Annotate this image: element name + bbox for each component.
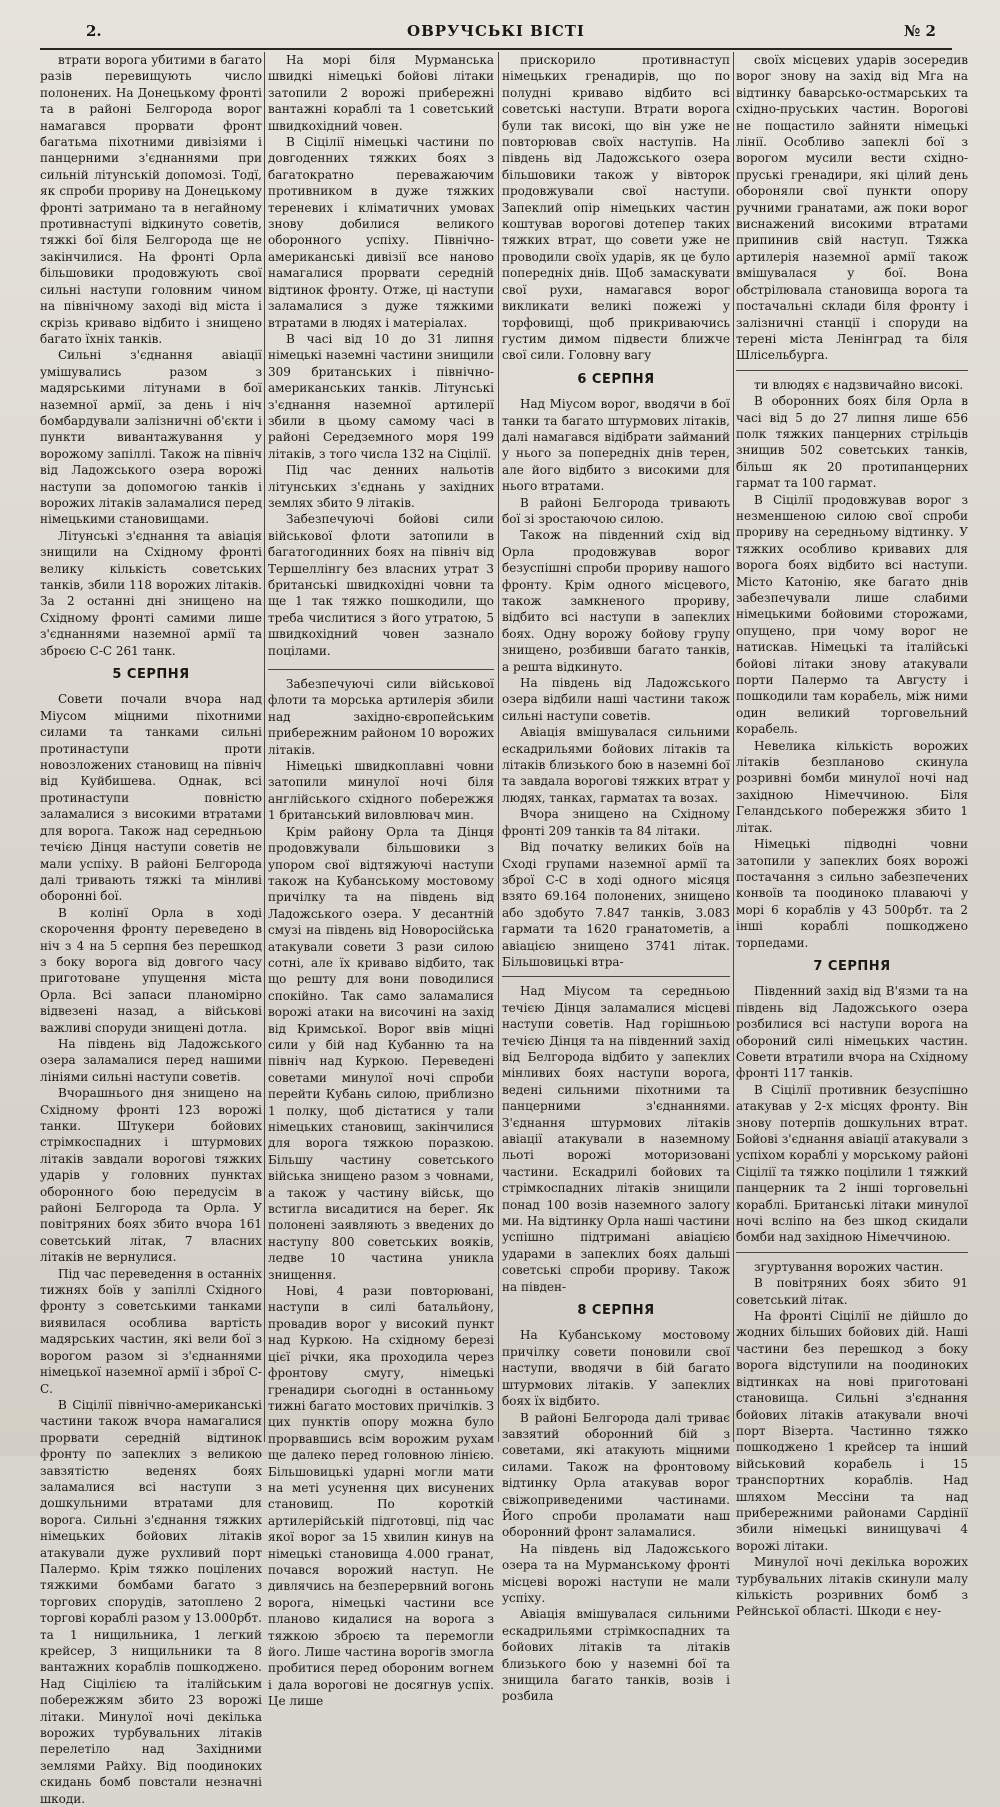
article-paragraph: Над Міусом ворог, вводячи в бої танки та багато штурмових літаків, далі намагався відібрати займаний у нього за попередніх днів терен, але його відбито з високими для нього втратами. [502,397,730,494]
article-paragraph: На південь від Ладожського озера та на Мурманському фронті місцеві ворожі наступи не мали успіху. [502,1541,730,1605]
article-paragraph: Авіація вмішувалася сильними ескадрильями бойових літаків та літаків близького бою в наземні бої та завдала ворогові тяжких втрат у людях, танках, гарматах та возах. [502,725,730,805]
newspaper-title: ОВРУЧСЬКІ ВІСТІ [407,22,585,40]
column-rule [264,52,265,1442]
article-paragraph: згуртування ворожих частин. [754,1259,944,1274]
article-paragraph: Під час переведення в останніх тижнях боїв у запіллі Східного фронту з советськими танками виявилася особлива вартість мадярських частин, які вели бої з ворогом разом зі з'єднаннями німецької наземної армії і зброї С-С. [40,1266,262,1396]
article-paragraph: прискорило противнаступ німецьких гренадирів, що по полудні криваво відбито всі советські наступи. Втрати ворога були так високі, що він уже не повторював своїх наступів. На південь від Ладожського озера більшовики також у вівторок продовжували свої наступи. Запеклий опір німецьких частин коштував ворогові дотепер таких тяжких втрат, що совети уже не проводили своїх ударів, як це було попередніх днів. Щоб замаскувати свої рухи, намагався ворог викликати великі пожежі у торфовищі, щоб прикриваючись густим димом підвести ближче свої сили. Головну вагу [502,53,730,363]
article-paragraph: В повітряних боях збито 91 советський літак. [736,1276,968,1307]
article-paragraph: Нові, 4 рази повторювані, наступи в силі батальйону, провадив ворог у високий пункт над Куркою. На східному березі цієї річки, яка проходила через фронтову смугу, німецькі гренадири сьогодні в останньому тижні багато мостових причілків. З цих пунктів опору можна було прорвавшись всім ворожим рухам ще далеко перед головною лінією. Більшовицькі ударні могли мати на меті усунення цих висунених становищ. По короткій артилерійській підготовці, під час якої ворог за 15 хвилин кинув на німецькі становища 4.000 гранат, почався ворожий наступ. Не дивлячись на безперервний вогонь ворога, німецькі частини все планово кидалися на ворога з тяжкою зброєю та перемогли його. Лише частина ворогів змогла пробитися перед обороним вогнем і дала ворогові не досягнув успіх. Це лише [268,1284,494,1709]
article-paragraph: Під час денних нальотів літунських з'єднань у західних землях збито 9 літаків. [268,463,494,510]
column-rule [733,52,734,1442]
article-paragraph: Вчора знищено на Східному фронті 209 танків та 84 літаки. [502,807,730,838]
article-paragraph: На південь від Ладожського озера заламалися перед нашими лініями сильні наступи советів. [40,1036,262,1084]
article-paragraph: Південний захід від В'язми та на південь від Ладожського озера розбилися всі наступи ворога на обороний силі німецьких частин. Совети втратили вчора на Східному фронті 117 танків. [736,984,968,1081]
section-heading-aug-8: 8 СЕРПНЯ [577,1303,655,1319]
article-paragraph: Крім району Орла та Дінця продовжували більшовики з упором свої відтяжуючі наступи також на Кубанському мостовому причілку та на південь від Ладожського озера. У десантній смузі на південь від Новоросійська атакували совети 3 рази силою сотні, але їх криваво відбито, так що решту для вони поводилися спокійно. Так само заламалися ворожі атаки на височині на захід від Кримської. Ворог ввів міцні сили у бій над Кубанню та на північ над Куркою. Переведені советами минулої ночі спроби перейти Кубань силою, приблизно 1 полку, щоб дістатися у тали німецьких становищ, закінчилися для ворога тяжкою поразкою. Більшу частину советського війська знищено разом з човнами, а також у частину військ, що встигла висадитися на берег. Як полонені заявляють з введених до наступу 800 советських вояків, ледве 10 частина уникла знищення. [268,824,494,1282]
issue-number: № 2 [904,22,936,40]
article-paragraph: Від початку великих боїв на Сході групами наземної армії та зброї С-С в ході одного місяця взято 69.164 полонених, знищено або здобуто 7.847 танків, 3.083 гармати та 1620 гранатометів, а авіацією знищено 3741 літак. Більшовицькі втра- [502,840,730,969]
column-rule [498,52,499,1442]
article-paragraph: На морі біля Мурманська швидкі німецькі бойові літаки затопили 2 ворожі прибережні вантажні кораблі та 1 советський швидкохідний човен. [268,53,494,133]
section-heading-aug-5: 5 СЕРПНЯ [112,667,190,683]
page-number: 2. [86,22,102,40]
masthead [40,20,952,50]
article-paragraph: В Сіцілії північно-американські частини також вчора намагалися прорвати середній відтинок фронту по запеклих з великою завзятістю веденях боях заламалися всі наступи з дошкульними втратами для ворога. Сильні з'єднання тяжких німецьких бойових літаків атакували дуже рухливий порт Палермо. Крім тяжко поцілених тяжкими бомбами багато з торгових спорудів, затоплено 2 торгові кораблі разом у 13.000рбт. та 1 нищильника, 1 легкий крейсер, 3 нищильники та 8 вантажних кораблів пошкоджено. Над Сіцілією та італійським побережжям збито 23 ворожі літаки. Минулої ночі декілька ворожих турбувальних літаків перелетіло над Західними землями Райху. Від поодиноких скидань бомб повстали незначні шкоди. [40,1397,262,1806]
column-2 [268,52,494,1709]
article-paragraph: Минулої ночі декілька ворожих турбувальних літаків скинули малу кількість розривних бомб з Рейнської області. Шкоди є неу- [736,1555,968,1619]
article-paragraph: В районі Белгорода далі триває завзятий оборонний бій з советами, які атакують міцними силами. Також на фронтовому відтинку Орла атакував ворог свіжоприведеними частинами. Його спроби проламати наш оборонний фронт заламалися. [502,1410,730,1540]
divider [736,370,968,371]
article-paragraph: Сильні з'єднання авіації умішувались разом з мадярськими літунами в бої наземної армії, за день і ніч бомбардували залізничні об'єкти і пункти вивантажування у ворожому запіллі. Також на північ від Ладожського озера ворожі наступи за допомогою танків і ворожих літаків заламалися перед німецькими становищами. [40,348,262,527]
divider [736,1252,968,1253]
article-paragraph: Забезпечуючі бойові сили військової флоти затопили в багатогодинних боях на північ від Тершеллінгу без власних утрат 3 британські швидкохідні човни та ще 1 так тяжко пошкодили, що треба числитися з його утратою, 5 швидкохідний човен зазнало поцілами. [268,512,494,658]
divider [268,669,494,670]
article-paragraph: своїх місцевих ударів зосередив ворог знову на захід від Мга на відтинку баварсько-остмарських та східно-пруських частин. Ворогові не пощастило зайняти німецькі лінії. Особливо запеклі бої з ворогом мусили вести східно-пруські гренадири, які цілий день обороняли свої пункти опору ручними гранатами, аж поки ворог виснажений високими втратами припинив свій наступ. Тяжка артилерія наземної армії також вмішувалася у бої. Вона обстрілювала становища ворога та постачальні склади біля фронту і залізничні станції і споруди на терені міста Ленінград та біля Шлісельбурга. [736,53,968,363]
article-paragraph: Літунські з'єднання та авіація знищили на Східному фронті велику кількість советських танків, збили 118 ворожих літаків. За 2 останні дні знищено на Східному фронті самими лише з'єднаннями наземної армії та зброєю С-С 261 танк. [40,528,262,658]
article-paragraph: Невелика кількість ворожих літаків безпланово скинула розривні бомби минулої ночі над західною Німеччиною. Біля Геландського побережжя збито 1 літак. [736,738,968,835]
article-paragraph: В колінї Орла в ході скорочення фронту переведено в ніч з 4 на 5 серпня без перешкод з боку ворога від довгого часу приготоване упущення міста Орла. Всі запаси планомірно відвезені назад, а військові важливі споруди знищені дотла. [40,905,262,1035]
article-paragraph: ти влюдях є надзвичайно високі. [754,377,964,392]
article-paragraph: Совети почали вчора над Міусом міцними піхотними силами та танками сильні протинаступи проти новозложених становищ на північ від Куйбишева. Однак, всі протинаступи повністю заламалися з високими втратами для ворога. Також над середньою течією Дінця наступи советів не мали успіху. В районі Белгорода далі тривають тяжкі та мінливі оборонні бої. [40,692,262,904]
article-paragraph: Забезпечуючі сили військової флоти та морська артилерія збили над західно-європейським прибережним районом 10 ворожих літаків. [268,677,494,757]
column-4 [736,52,968,1619]
article-paragraph: В Сіцілії противник безуспішно атакував у 2-х місцях фронту. Він знову потерпів дошкульних втрат. Бойові з'єднання авіації атакували з успіхом кораблі у морському районі Сіцілії та тяжко поцілили 1 тяжкий панцерник та 2 інші торговельні кораблі. Британські літаки минулої ночі всліпо на без шкод скидали бомби над західною Німеччиною. [736,1082,968,1245]
column-3 [502,52,730,1704]
article-paragraph: В оборонних боях біля Орла в часі від 5 до 27 липня лише 656 полк тяжких панцерних стрільців знищив 502 советських танків, більш як 20 протипанцерних гармат та 100 гармат. [736,394,968,491]
section-heading-aug-6: 6 СЕРПНЯ [577,371,655,387]
article-paragraph: В Сіцілії німецькі частини по довгоденних тяжких боях з багатократно переважаючим противником в дуже тяжких тереневих і кліматичних умовах знову добилися великого оборонного успіху. Північно-американські дивізії все наново намагалися прорвати середній відтинок фронту. Отже, ці наступи заламалися з дуже тяжкими втратами в людях і матеріалах. [268,135,494,330]
divider [502,976,730,977]
article-paragraph: втрати ворога убитими в багато разів перевищують число полонених. На Донецькому фронті та в районі Белгорода ворог намагався прорвати фронт багатьма піхотними дивізіями і панцерними з'єднаннями при сильній літунській допомозі. Тодї, як спроби прориву на Донецькому фронті затримано та в негайному противнаступі відкинуто советів, тяжкі бої біля Белгорода ще не закінчилися. На фронті Орла більшовики продовжують свої сильні наступи головним чином на північному заході від міста і скрізь криваво відбито і знищено багато їхніх танків. [40,53,262,346]
article-paragraph: В часі від 10 до 31 липня німецькі наземні частини знищили 309 британських і північно-американських танків. Літунські з'єднання наземної артилерії збили в цьому самому часі в районі Середземного моря 199 літаків, з того числа 132 на Сіцілії. [268,331,494,461]
article-paragraph: Також на південний схід від Орла продовжував ворог безуспішні спроби прориву нашого фронту. Крім одного місцевого, також замкненого прориву, відбито всі наступи в запеклих боях. Одну ворожу бойову групу знищено, розбивши багато танків, а решта відкинуто. [502,528,730,674]
article-paragraph: Німецькі підводні човни затопили у запеклих боях ворожі постачання з сильно забезпечених конвоїв та поодиноко плаваючі у морі 6 кораблів у 43 500рбт. та 2 інші кораблі пошкоджено торпедами. [736,837,968,950]
article-paragraph: Авіація вмішувалася сильними ескадрильями стрімкоспадних та бойових літаків та літаків близького бою у наземні бої та знищила багато танків, возів і розбила [502,1607,730,1704]
article-paragraph: На Кубанському мостовому причілку совети поновили свої наступи, вводячи в бій багато штурмових літаків. У запеклих боях їх відбито. [502,1328,730,1409]
section-heading-aug-7: 7 СЕРПНЯ [813,958,891,974]
article-paragraph: Німецькі швидкоплавні човни затопили минулої ночі біля англійського східного побережжя 1 британський виловлювач мин. [268,759,494,823]
article-paragraph: Вчорашнього дня знищено на Східному фронті 123 ворожі танки. Штукери бойових стрімкоспадних і штурмових літаків завдали ворогові тяжких ударів у головних пунктах оборонного бою передусім в районі Белгорода та Орла. У повітряних боях збито вчора 161 советський літак, 7 власних літаків не вернулися. [40,1086,262,1265]
article-paragraph: На фронті Сіцілії не дійшло до жодних більших бойових дій. Наші частини без перешкод з боку ворога відступили на поодиноких відтинках на нові приготовані становища. Сильні з'єднання бойових літаків атакували вночі порт Візерта. Частинно тяжко пошкоджено 1 крейсер та інший військовий корабель і 15 транспортних кораблів. Над шляхом Мессіни та над прибережними районами Сардінії збили німецькі винищувачі 4 ворожі літаки. [736,1309,968,1553]
article-paragraph: На південь від Ладожського озера відбили наші частини також сильні наступи советів. [502,676,730,723]
article-paragraph: В Сіцілії продовжував ворог з незменшеною силою свої спроби прориву на середньому відтинку. У тяжких особливо кривавих для ворога боях відбито всі наступи. Місто Катонію, яке багато днів забезпечували лише слабими німецькими бойовими сторожами, опущено, при чому ворог не натискав. Німецькі та італійські бойові літаки знову атакували порти Палермо та Августу і пошкодили там корабель, між ними один великий торговельний корабель. [736,492,968,737]
article-paragraph: В районі Белгорода тривають бої зі зростаючою силою. [502,495,730,526]
column-1 [40,52,262,1806]
article-paragraph: Над Міусом та середньою течією Дінця заламалися місцеві наступи советів. Над горішньою течією Дінця та на південний захід від Белгорода відбито у запеклих мінливих боях наступи ворога, ведені сильними піхотними та панцерними з'єднаннями. З'єднання штурмових літаків авіації атакували в наземному льоті ворожі моторизовані частини. Ескадрилі бойових та стрімкоспадних літаків знищили понад 100 возів наземного залогу ми. На відтинку Орла наші частини успішно підтримані авіацією ударами в запеклих боях дальші советські спроби прориву. Також на півден- [502,984,730,1294]
